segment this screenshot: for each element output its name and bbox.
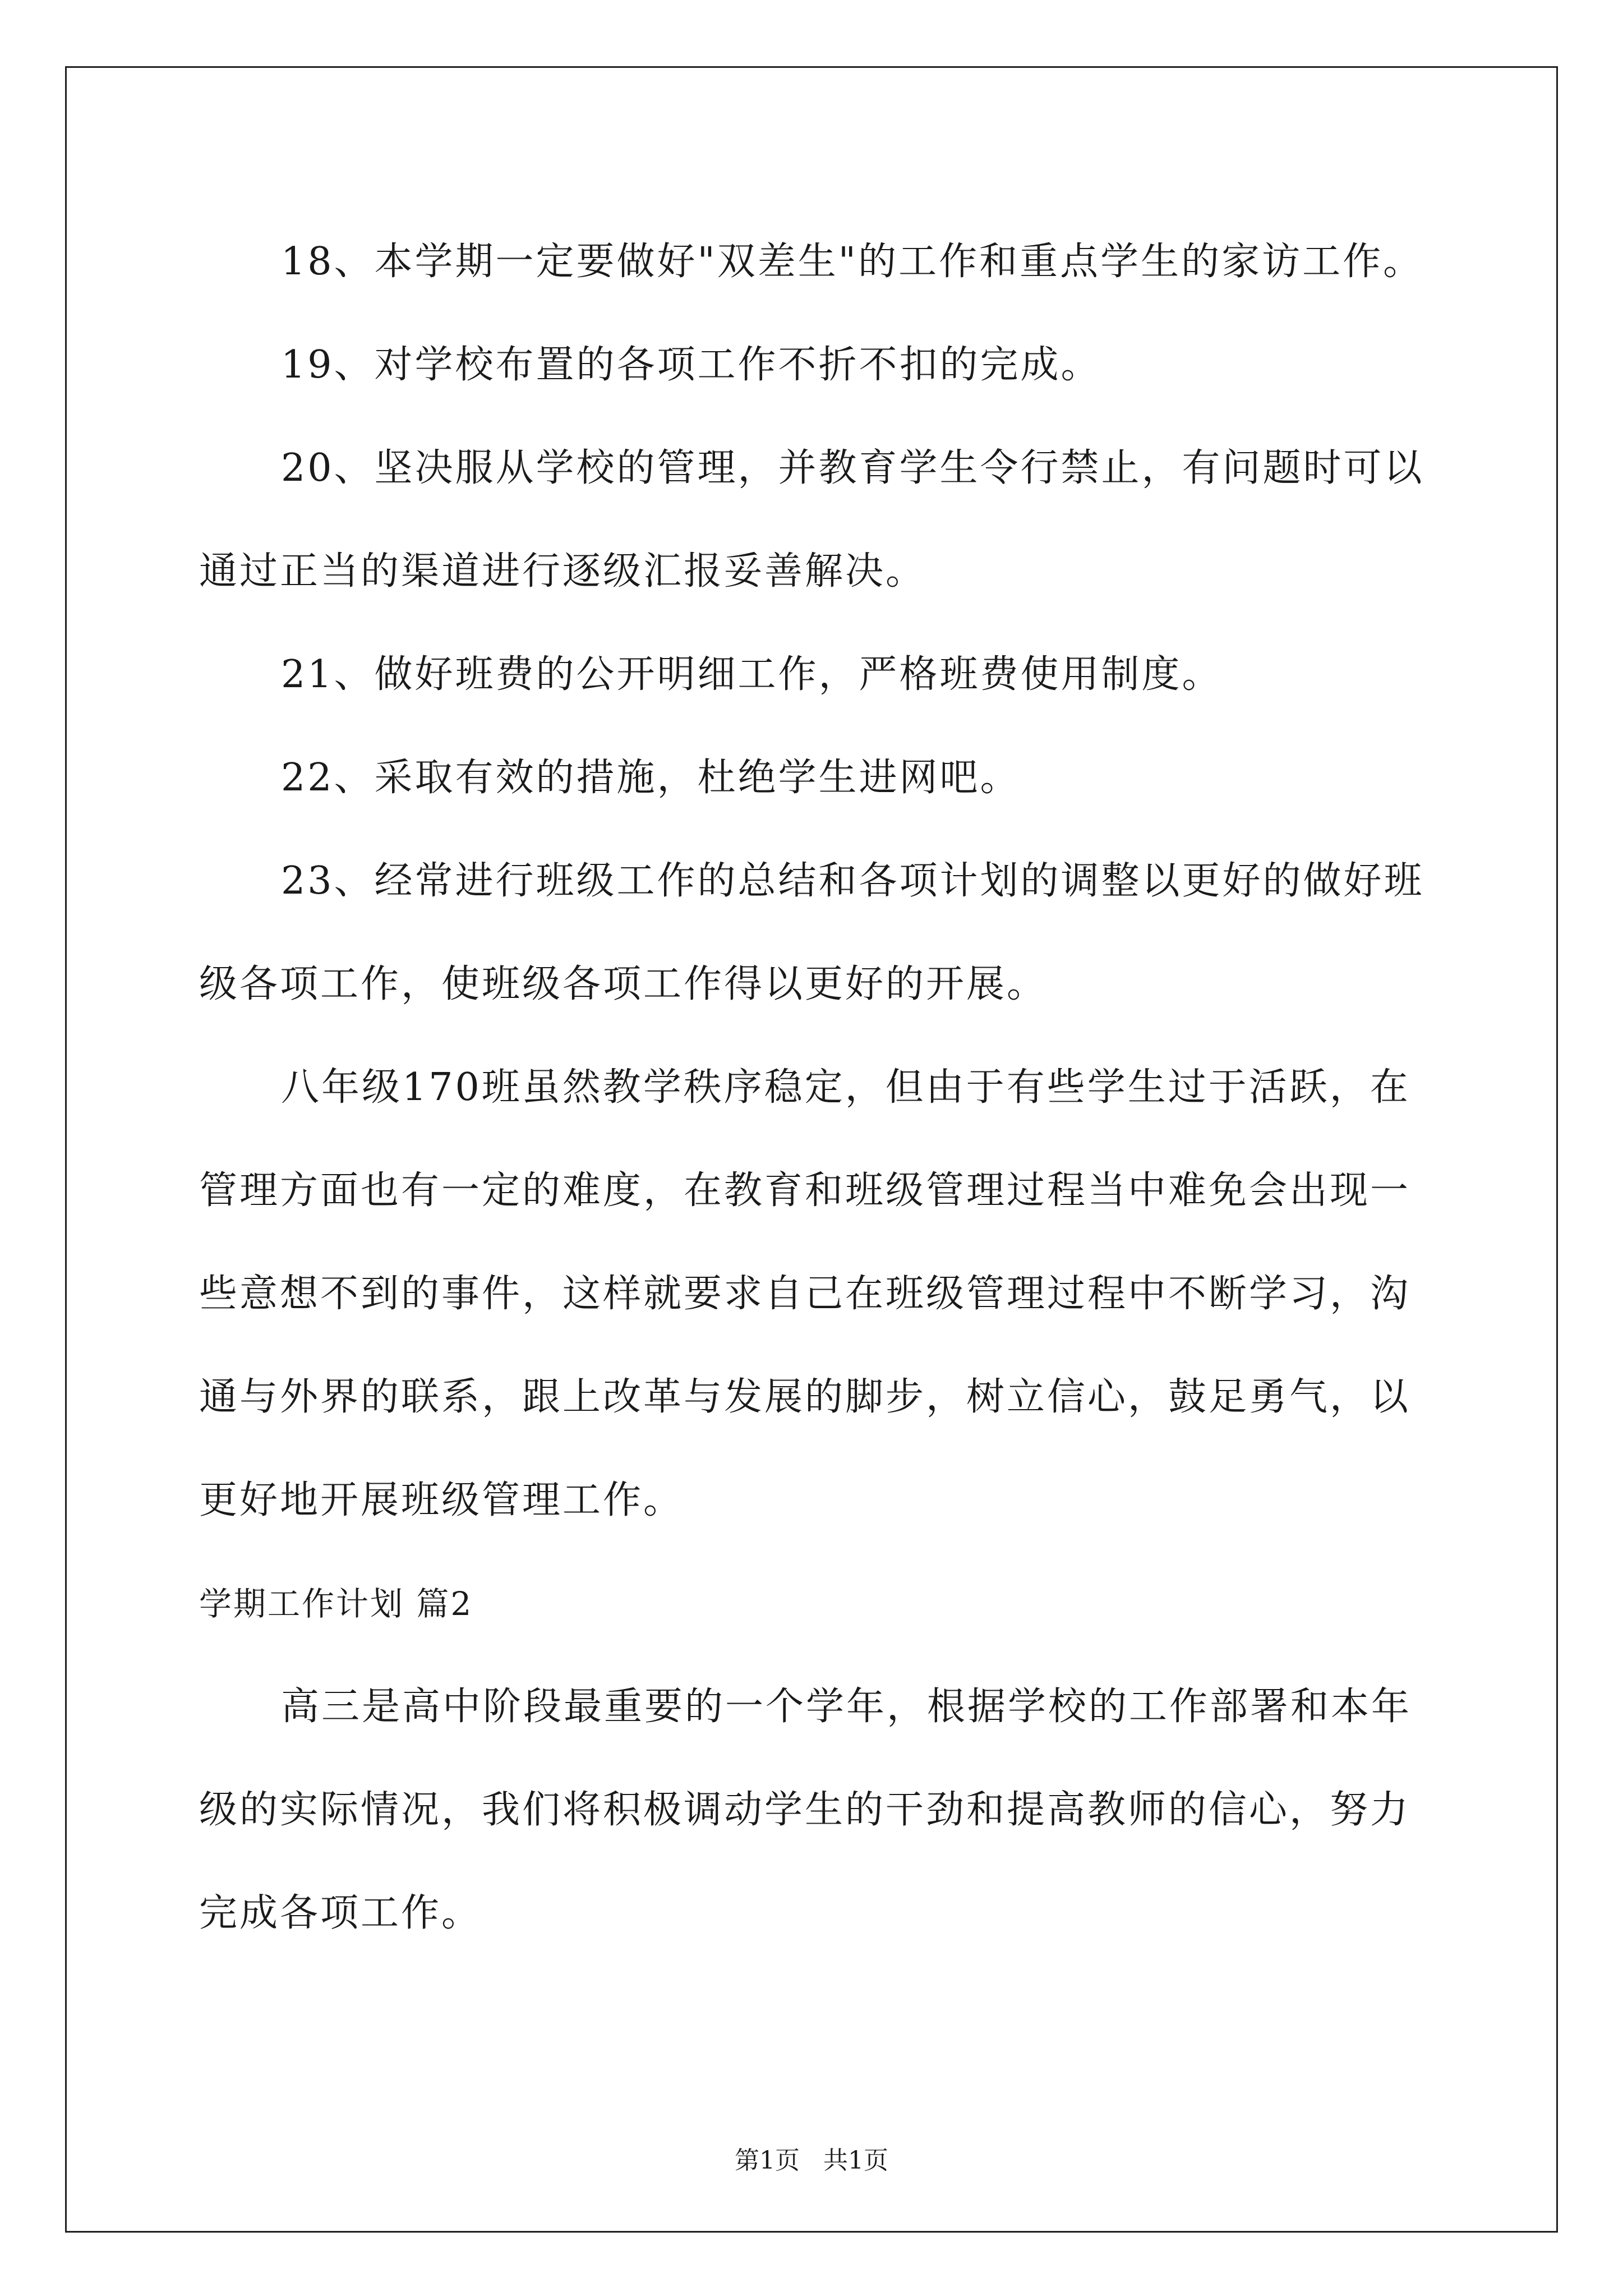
paragraph-item-21: 21、做好班费的公开明细工作，严格班费使用制度。 bbox=[281, 652, 1223, 697]
paragraph-item-23: 23、经常进行班级工作的总结和各项计划的调整以更好的做好班级各项工作，使班级各项工作得以更好的开展。 bbox=[199, 859, 1424, 1006]
paragraph-item-20: 20、坚决服从学校的管理，并教育学生令行禁止，有问题时可以通过正当的渠道进行逐级汇报妥善解决。 bbox=[199, 446, 1424, 593]
page-number-current: 第1页 bbox=[735, 2146, 800, 2175]
paragraph-item-22: 22、采取有效的措施，杜绝学生进网吧。 bbox=[281, 756, 1021, 800]
paragraph-section-intro: 高三是高中阶段最重要的一个学年，根据学校的工作部署和本年级的实际情况，我们将积极调动学生的干劲和提高教师的信心，努力完成各项工作。 bbox=[199, 1685, 1412, 1935]
paragraph-item-18: 18、本学期一定要做好"双差生"的工作和重点学生的家访工作。 bbox=[281, 240, 1424, 284]
page-number-total: 共1页 bbox=[823, 2146, 888, 2175]
paragraph-item-19: 19、对学校布置的各项工作不折不扣的完成。 bbox=[281, 343, 1101, 387]
section-heading: 学期工作计划 篇2 bbox=[199, 1585, 473, 1623]
document-body bbox=[199, 210, 1433, 1965]
page-footer bbox=[0, 2144, 1623, 2178]
paragraph-class-summary: 八年级170班虽然教学秩序稳定，但由于有些学生过于活跃，在管理方面也有一定的难度，在教育和班级管理过程当中难免会出现一些意想不到的事件，这样就要求自己在班级管理过程中不断学习，沟通与外界的联系，跟上改革与发展的脚步，树立信心，鼓足勇气，以更好地开展班级管理工作。 bbox=[199, 1065, 1411, 1522]
